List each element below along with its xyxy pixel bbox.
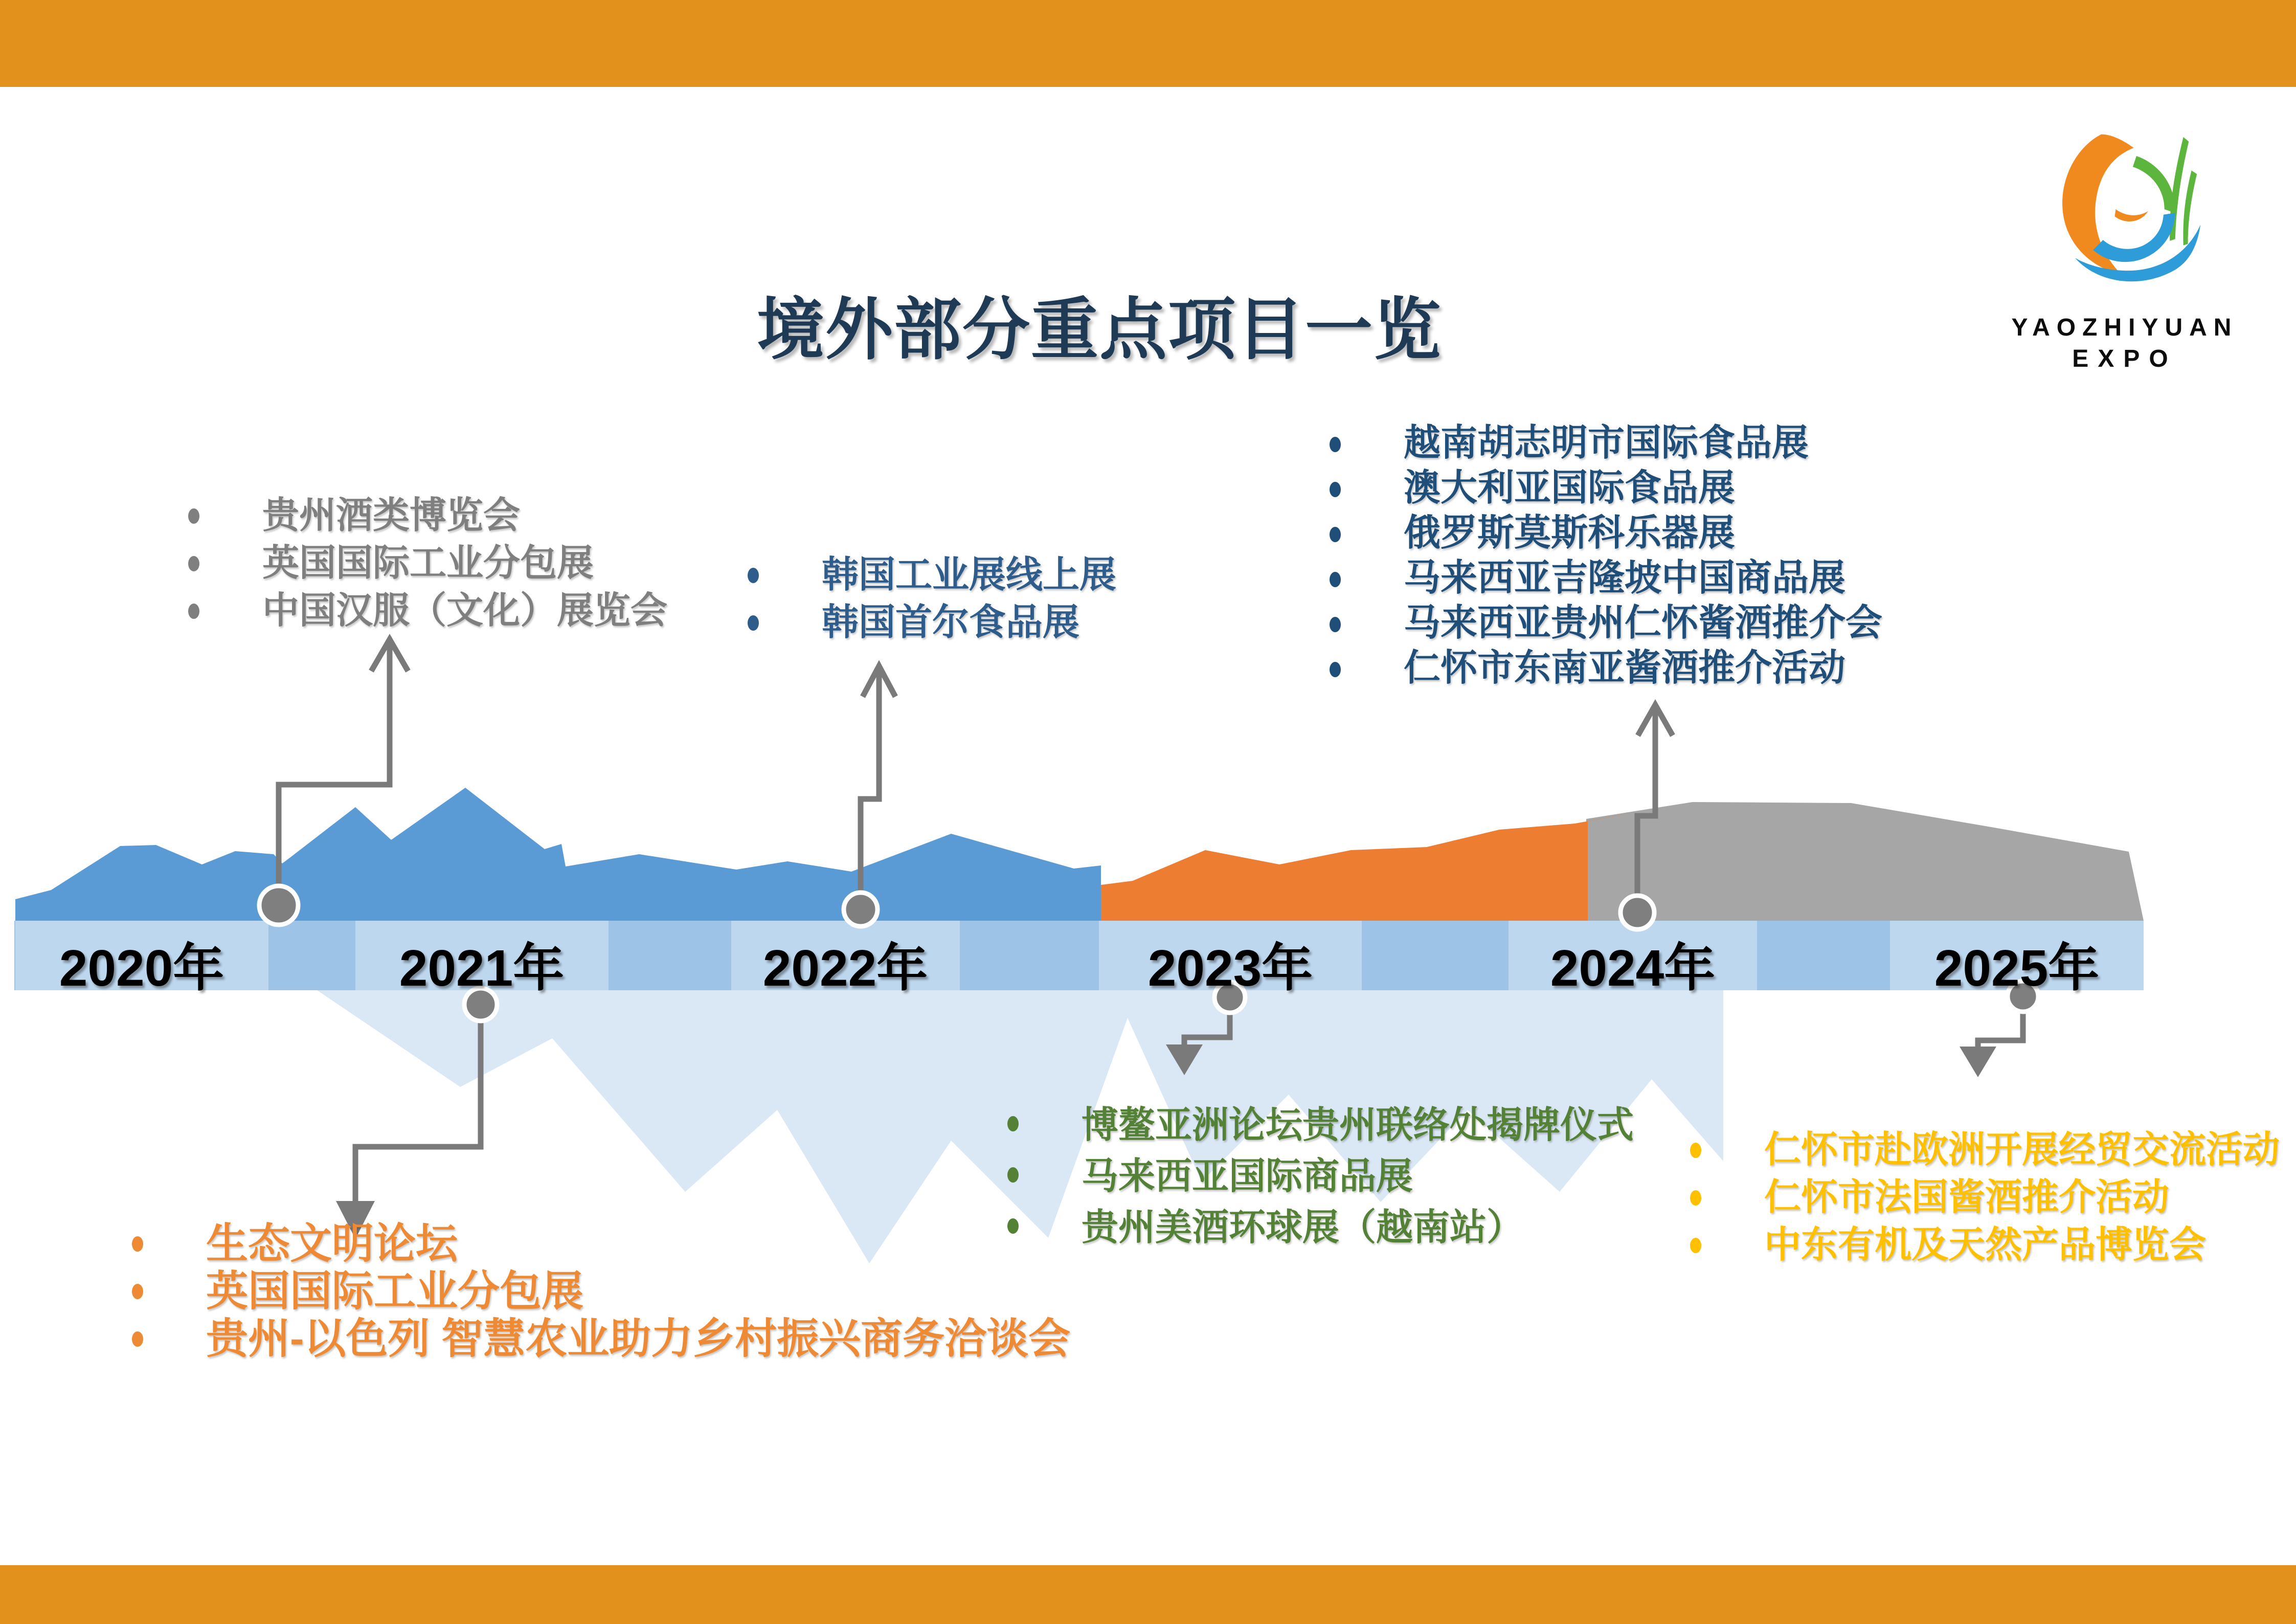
list-item: 英国国际工业分包展 bbox=[188, 540, 667, 587]
list-item: 英国国际工业分包展 bbox=[132, 1267, 1070, 1315]
marker-2022-icon bbox=[844, 893, 877, 926]
list-item: 博鳌亚洲论坛贵州联络处揭牌仪式 bbox=[1007, 1100, 1634, 1151]
expo-logo-swirl-icon bbox=[2048, 129, 2201, 309]
event-list-2020 bbox=[188, 492, 667, 635]
list-item: 中东有机及天然产品博览会 bbox=[1690, 1221, 2280, 1269]
year-label-2023: 2023年 bbox=[1147, 940, 1313, 997]
event-list-2022 bbox=[748, 551, 1116, 647]
list-item: 俄罗斯莫斯科乐器展 bbox=[1330, 510, 1882, 555]
expo-logo-name: YAOZHIYUAN bbox=[2011, 314, 2238, 341]
list-item: 马来西亚贵州仁怀酱酒推介会 bbox=[1330, 600, 1882, 646]
list-item: 仁怀市东南亚酱酒推介活动 bbox=[1330, 646, 1882, 691]
event-list-2025 bbox=[1690, 1126, 2280, 1269]
list-item: 韩国首尔食品展 bbox=[748, 599, 1116, 647]
marker-2024-icon bbox=[1620, 896, 1654, 929]
expo-logo-subname: EXPO bbox=[2072, 345, 2177, 372]
list-item: 贵州-以色列 智慧农业助力乡村振兴商务洽谈会 bbox=[132, 1315, 1070, 1363]
year-label-2025: 2025年 bbox=[1934, 940, 2100, 997]
list-item: 韩国工业展线上展 bbox=[748, 551, 1116, 599]
list-item: 贵州酒类博览会 bbox=[188, 492, 667, 540]
arrow-2025-line bbox=[1978, 1013, 2023, 1048]
year-label-2022: 2022年 bbox=[762, 940, 928, 997]
page-title: 境外部分重点项目一览 bbox=[757, 292, 1442, 367]
arrow-2025-head-icon bbox=[1960, 1047, 1996, 1077]
mountain-gray bbox=[1586, 802, 2144, 921]
list-item: 仁怀市法国酱酒推介活动 bbox=[1690, 1174, 2280, 1221]
marker-2020-icon bbox=[259, 886, 298, 925]
list-item: 马来西亚国际商品展 bbox=[1007, 1151, 1634, 1202]
event-list-2024 bbox=[1330, 420, 1882, 691]
list-item: 仁怀市赴欧洲开展经贸交流活动 bbox=[1690, 1126, 2280, 1174]
list-item: 越南胡志明市国际食品展 bbox=[1330, 420, 1882, 465]
list-item: 马来西亚吉隆坡中国商品展 bbox=[1330, 555, 1882, 600]
year-label-2020: 2020年 bbox=[59, 940, 224, 997]
mountain-orange bbox=[1101, 811, 1646, 921]
list-item: 中国汉服（文化）展览会 bbox=[188, 587, 667, 635]
mountain-blue bbox=[15, 788, 1101, 921]
list-item: 贵州美酒环球展（越南站） bbox=[1007, 1202, 1634, 1253]
list-item: 澳大利亚国际食品展 bbox=[1330, 465, 1882, 510]
year-label-2024: 2024年 bbox=[1550, 940, 1716, 997]
arrow-2022-line bbox=[861, 669, 879, 894]
expo-logo bbox=[1964, 129, 2286, 373]
year-label-2021: 2021年 bbox=[399, 940, 565, 997]
list-item: 生态文明论坛 bbox=[132, 1220, 1070, 1267]
event-list-2023 bbox=[1007, 1100, 1634, 1253]
event-list-2021 bbox=[132, 1220, 1070, 1363]
